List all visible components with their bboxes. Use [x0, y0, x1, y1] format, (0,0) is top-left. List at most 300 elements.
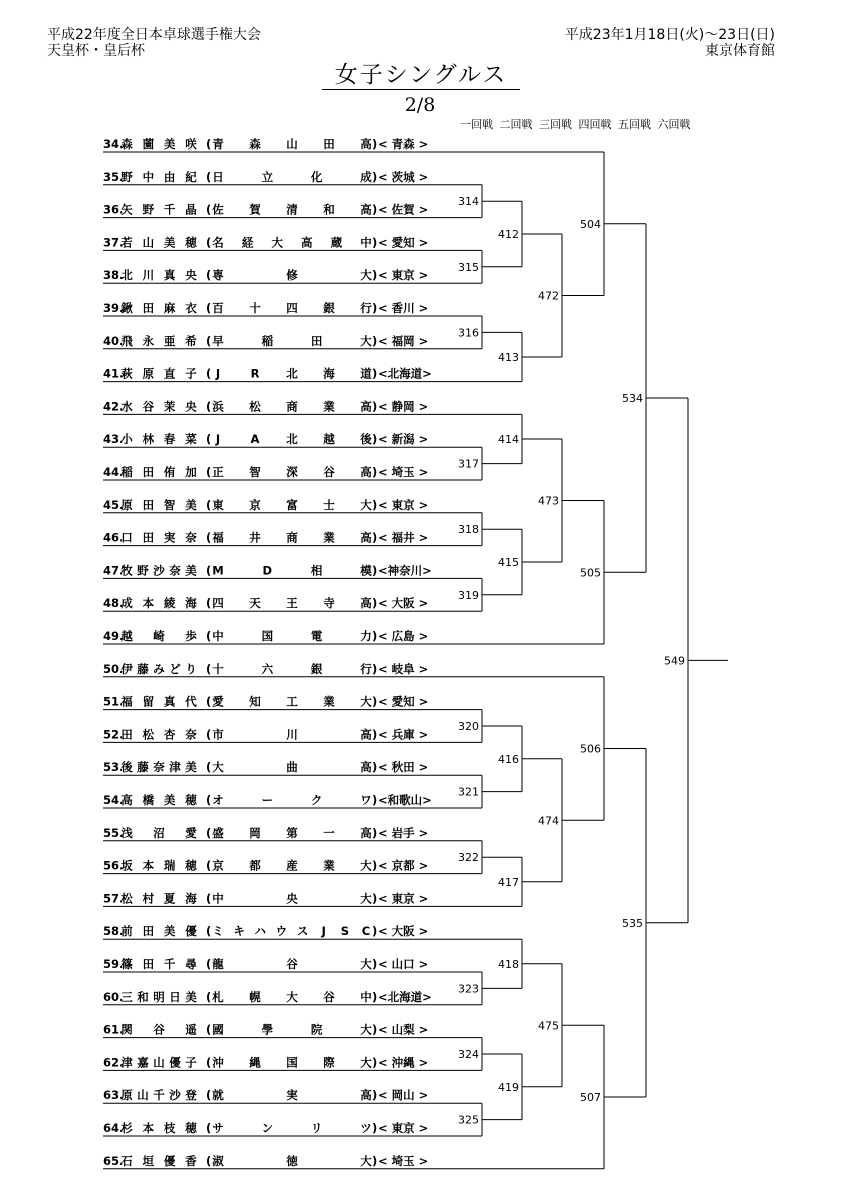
player-team: 大 [271, 235, 283, 250]
page-number: 2/8 [404, 94, 436, 116]
player-name: 石 [121, 1153, 133, 1168]
player-team: 院 [310, 1022, 323, 1037]
player-number: 42. [103, 399, 124, 414]
player-team: 就 [212, 1088, 224, 1103]
player-team: 田 [323, 137, 335, 151]
player-team: 六 [261, 661, 274, 676]
paren-close: ) [372, 1153, 378, 1168]
player-team: 沖 [212, 1055, 224, 1070]
player-team: 天 [249, 596, 261, 611]
match-number: 325 [458, 1113, 479, 1127]
player-team: ク [310, 793, 323, 807]
player-number: 37. [103, 235, 124, 250]
player-name: 萩 [121, 366, 133, 381]
player-prefecture: <和歌山> [378, 793, 432, 807]
player-prefecture: <北海道> [378, 366, 432, 381]
match-number: 474 [538, 814, 559, 828]
player-name: 浅 [121, 825, 133, 840]
player-team: 大 [360, 1055, 372, 1070]
player-team: ス [296, 924, 309, 939]
match-number: 472 [538, 289, 559, 303]
player-name: 沙 [153, 563, 165, 578]
player-prefecture: <北海道> [378, 989, 432, 1004]
player-name: 香 [185, 1153, 197, 1168]
player-team: 高 [360, 399, 372, 414]
paren-close: ) [372, 235, 378, 250]
player-team: 智 [249, 465, 261, 479]
player-name: 由 [163, 169, 176, 184]
player-name: 千 [163, 957, 176, 971]
match-number: 549 [664, 654, 685, 668]
player-name: 薗 [142, 137, 155, 151]
player-team: 経 [241, 235, 254, 250]
paren-close: ) [372, 432, 378, 447]
player-name: 野 [137, 563, 149, 578]
player-number: 65. [103, 1153, 124, 1168]
round-header: 四回戦 [578, 118, 612, 131]
player-team: 中 [360, 989, 372, 1004]
player-team: 國 [212, 1022, 224, 1037]
player-name: 加 [185, 465, 197, 479]
player-team: 日 [212, 169, 224, 184]
paren-close: ) [372, 924, 378, 939]
paren-open: ( [206, 465, 212, 479]
paren-close: ) [372, 989, 378, 1004]
player-prefecture: < 埼玉 > [378, 1153, 429, 1168]
player-name: 谷 [153, 1022, 165, 1037]
player-team: 高 [360, 202, 372, 217]
player-team: 際 [323, 1055, 335, 1070]
paren-open: ( [206, 694, 212, 709]
player-name: 希 [185, 333, 197, 348]
player-prefecture: < 兵庫 > [378, 727, 429, 742]
player-name: 優 [169, 1055, 181, 1070]
player-name: 奈 [185, 530, 197, 545]
player-team: リ [310, 1121, 323, 1135]
player-team: M [212, 563, 224, 578]
paren-open: ( [206, 301, 212, 315]
player-prefecture: < 京都 > [378, 858, 429, 873]
player-team: 清 [286, 202, 298, 217]
paren-close: ) [372, 1088, 378, 1103]
player-name: 夏 [163, 891, 176, 906]
event-title: 平成22年度全日本卓球選手権大会 [47, 27, 261, 43]
match-number: 506 [580, 742, 601, 756]
player-team: サ [212, 1121, 224, 1135]
player-team: 工 [286, 694, 298, 709]
player-name: 海 [185, 596, 197, 611]
player-team: 実 [286, 1088, 298, 1103]
player-name: 後 [121, 760, 133, 775]
player-name: 関 [121, 1022, 133, 1037]
player-name: 優 [163, 1153, 176, 1168]
player-team: 大 [360, 957, 372, 971]
paren-close: ) [372, 957, 378, 971]
player-name: 智 [163, 497, 176, 512]
player-name: 原 [142, 366, 155, 381]
player-name: ど [169, 661, 181, 676]
player-team: 和 [323, 202, 335, 217]
player-name: 三 [121, 989, 133, 1004]
paren-close: ) [372, 563, 378, 578]
player-number: 55. [103, 825, 124, 840]
player-prefecture: < 福岡 > [378, 333, 429, 348]
player-team: 大 [360, 858, 372, 873]
player-team: 成 [360, 169, 372, 184]
player-name: 松 [142, 727, 155, 742]
player-team: 高 [301, 235, 313, 250]
player-team: オ [212, 793, 224, 807]
player-team: 名 [212, 235, 224, 250]
player-name: 本 [142, 858, 155, 873]
round-header: 六回戦 [657, 118, 691, 131]
player-team: 早 [212, 333, 224, 348]
paren-open: ( [206, 399, 212, 414]
player-name: 前 [121, 924, 133, 939]
player-team: 高 [360, 530, 372, 545]
player-name: 津 [169, 760, 181, 775]
player-team: 銀 [323, 301, 335, 315]
player-prefecture: < 岐阜 > [378, 661, 429, 676]
player-name: 飛 [121, 333, 133, 348]
player-team: ミ [212, 924, 224, 939]
player-number: 62. [103, 1055, 124, 1070]
paren-open: ( [206, 137, 212, 151]
player-name: 留 [142, 694, 155, 709]
player-number: 47. [103, 563, 124, 578]
player-name: 坂 [121, 858, 133, 873]
round-header: 三回戦 [539, 118, 572, 131]
player-number: 64. [103, 1121, 124, 1135]
match-number: 323 [458, 982, 479, 996]
player-team: 行 [360, 301, 372, 315]
player-team: 商 [286, 530, 298, 545]
player-team: 都 [249, 858, 261, 873]
player-team: 業 [323, 858, 335, 873]
player-team: 浜 [212, 399, 224, 414]
player-team: 第 [286, 825, 298, 840]
page-title: 女子シングルス [322, 62, 520, 90]
player-team: 谷 [323, 989, 335, 1004]
player-team: 市 [212, 727, 224, 742]
player-team: ウ [275, 924, 288, 939]
player-name: 山 [137, 1088, 149, 1103]
match-number: 321 [458, 785, 479, 799]
match-number: 417 [498, 875, 519, 889]
player-number: 52. [103, 727, 124, 742]
player-name: 津 [121, 1055, 133, 1070]
player-team: 大 [360, 1022, 372, 1037]
player-name: 真 [163, 694, 176, 709]
player-number: 53. [103, 760, 124, 775]
paren-open: ( [206, 563, 212, 578]
player-name: 千 [153, 1088, 165, 1103]
paren-close: ) [372, 629, 378, 643]
paren-open: ( [206, 202, 212, 217]
match-number: 534 [622, 392, 643, 405]
player-name: 優 [185, 924, 197, 939]
player-name: 代 [185, 694, 197, 709]
player-team: 札 [212, 989, 224, 1004]
player-number: 34. [103, 137, 124, 151]
player-team: 正 [212, 465, 224, 479]
player-name: 橋 [142, 793, 155, 807]
match-number: 314 [458, 195, 479, 209]
player-number: 58. [103, 924, 124, 939]
match-number: 414 [498, 433, 519, 446]
paren-open: ( [206, 1022, 212, 1037]
player-number: 40. [103, 333, 124, 348]
player-name: 実 [163, 530, 176, 545]
player-team: ツ [360, 1121, 372, 1135]
player-team: 王 [286, 596, 298, 611]
player-team: S [340, 924, 350, 939]
player-name: 伊 [121, 661, 133, 676]
player-number: 56. [103, 858, 124, 873]
player-name: 越 [121, 629, 133, 643]
player-prefecture: < 東京 > [378, 497, 429, 512]
player-team: 大 [212, 760, 224, 775]
player-name: 野 [142, 202, 155, 217]
paren-close: ) [372, 793, 378, 807]
player-team: 模 [360, 563, 372, 578]
player-team: 北 [286, 432, 298, 447]
player-team: 商 [286, 399, 298, 414]
player-number: 48. [103, 596, 124, 611]
player-prefecture: < 佐賀 > [378, 202, 429, 217]
player-team: 十 [249, 301, 261, 315]
player-team: 道 [360, 366, 372, 381]
player-team: 十 [212, 661, 224, 676]
paren-open: ( [206, 497, 212, 512]
player-name: 麻 [163, 301, 176, 315]
match-number: 415 [498, 556, 519, 569]
player-prefecture: < 愛知 > [378, 235, 429, 250]
player-team: 高 [360, 465, 372, 479]
round-header: 一回戦 [460, 118, 493, 131]
player-prefecture: < 東京 > [378, 891, 429, 906]
player-number: 50. [103, 661, 124, 676]
player-name: 沼 [153, 825, 165, 840]
match-number: 418 [498, 957, 519, 971]
player-name: 野 [121, 169, 133, 184]
paren-open: ( [206, 432, 212, 447]
player-team: 中 [212, 891, 224, 906]
paren-open: ( [206, 727, 212, 742]
player-team: 四 [286, 301, 298, 315]
paren-close: ) [372, 530, 378, 545]
player-team: 行 [360, 661, 372, 676]
match-number: 505 [580, 566, 601, 580]
player-team: 縄 [249, 1055, 261, 1070]
player-name: 亜 [163, 333, 176, 348]
player-name: 尋 [185, 957, 197, 971]
player-prefecture: < 茨城 > [378, 169, 429, 184]
player-name: 海 [185, 891, 197, 906]
paren-close: ) [372, 694, 378, 709]
player-team: 寺 [323, 596, 335, 611]
player-name: 田 [142, 924, 155, 939]
player-prefecture: < 静岡 > [378, 399, 429, 414]
player-prefecture: < 大阪 > [378, 924, 429, 939]
player-name: 小 [121, 432, 133, 447]
player-team: 高 [360, 1088, 372, 1103]
paren-close: ) [372, 1055, 378, 1070]
player-name: 藤 [137, 760, 149, 775]
player-name: 本 [142, 1121, 155, 1135]
player-team: 高 [360, 596, 372, 611]
player-number: 39. [103, 301, 124, 315]
paren-close: ) [372, 858, 378, 873]
player-team: 産 [286, 858, 298, 873]
player-name: 遥 [185, 1022, 197, 1037]
round-header: 二回戦 [499, 118, 533, 131]
player-team: 力 [360, 629, 372, 643]
player-name: 原 [121, 497, 133, 512]
paren-open: ( [206, 596, 212, 611]
player-team: 富 [286, 497, 298, 512]
player-name: 晶 [185, 202, 197, 217]
player-team: 谷 [286, 957, 298, 971]
player-team: 深 [286, 465, 298, 479]
player-name: 北 [121, 268, 133, 283]
player-number: 61. [103, 1022, 124, 1037]
match-number: 535 [622, 916, 643, 930]
player-prefecture: < 福井 > [378, 530, 429, 545]
player-name: 鍬 [121, 301, 133, 315]
player-team: C [361, 924, 371, 939]
player-team: 四 [212, 596, 224, 611]
player-team: 業 [323, 530, 335, 545]
match-number: 412 [498, 228, 519, 241]
player-prefecture: < 秋田 > [378, 760, 429, 775]
match-number: 413 [498, 351, 519, 364]
player-team: 修 [286, 268, 298, 283]
player-team: 田 [310, 333, 323, 348]
player-number: 45. [103, 497, 124, 512]
player-name: 山 [153, 1055, 165, 1070]
player-name: 央 [185, 399, 197, 414]
player-team: 谷 [323, 465, 335, 479]
paren-open: ( [206, 1055, 212, 1070]
paren-open: ( [206, 760, 212, 775]
player-name: 美 [185, 760, 197, 775]
player-prefecture: < 東京 > [378, 1121, 429, 1135]
paren-open: ( [206, 333, 212, 348]
player-team: 業 [323, 694, 335, 709]
player-prefecture: < 山梨 > [378, 1022, 429, 1037]
player-prefecture: < 沖縄 > [378, 1055, 429, 1070]
player-team: 岡 [249, 825, 261, 840]
match-number: 317 [458, 457, 479, 471]
player-name: 登 [185, 1088, 197, 1103]
paren-close: ) [372, 596, 378, 611]
paren-close: ) [372, 366, 378, 381]
player-number: 57. [103, 891, 124, 906]
player-number: 63. [103, 1088, 124, 1103]
player-name: 美 [163, 793, 176, 807]
match-number: 320 [458, 720, 479, 733]
player-team: 井 [249, 530, 261, 545]
player-team: 百 [212, 301, 224, 315]
paren-open: ( [206, 530, 212, 545]
player-name: 紀 [185, 169, 197, 184]
player-team: 大 [360, 268, 372, 283]
player-team: 大 [360, 694, 372, 709]
player-team: R [250, 366, 260, 381]
player-name: 田 [142, 301, 155, 315]
player-name: 子 [185, 366, 197, 381]
player-team: 高 [360, 760, 372, 775]
event-venue: 東京体育館 [705, 43, 775, 59]
player-team: 中 [360, 235, 372, 250]
player-number: 49. [103, 629, 124, 643]
player-name: 村 [142, 891, 155, 906]
player-name: 和 [137, 989, 149, 1004]
match-number: 315 [458, 260, 479, 274]
player-name: 枝 [163, 1121, 176, 1135]
player-name: 奈 [185, 727, 197, 742]
player-team: A [250, 432, 260, 447]
paren-open: ( [206, 1088, 212, 1103]
paren-open: ( [206, 891, 212, 906]
match-number: 318 [458, 523, 479, 537]
player-name: 美 [185, 497, 197, 512]
player-team: 大 [360, 333, 372, 348]
player-name: り [185, 661, 197, 676]
paren-open: ( [206, 825, 212, 840]
player-team: 北 [286, 366, 298, 381]
player-team: 大 [360, 1153, 372, 1168]
player-team: 大 [286, 989, 298, 1004]
player-name: 美 [163, 137, 176, 151]
player-team: ー [261, 793, 274, 807]
player-team: 業 [323, 399, 335, 414]
player-team: 国 [261, 629, 274, 643]
player-name: 直 [163, 366, 176, 381]
player-team: 川 [286, 727, 298, 742]
player-team: 福 [212, 530, 224, 545]
player-number: 54. [103, 793, 124, 807]
player-team: 専 [212, 268, 224, 283]
player-prefecture: < 山口 > [378, 957, 429, 971]
player-number: 43. [103, 432, 124, 447]
player-team: 京 [249, 497, 261, 512]
paren-close: ) [372, 825, 378, 840]
paren-open: ( [206, 989, 212, 1004]
player-name: 歩 [185, 629, 197, 643]
player-team: ン [261, 1121, 274, 1135]
player-team: 龍 [212, 957, 224, 971]
player-name: 林 [142, 432, 155, 447]
player-name: 稲 [121, 465, 133, 479]
player-prefecture: < 愛知 > [378, 694, 429, 709]
player-team: 青 [212, 137, 224, 151]
player-team: 化 [310, 169, 323, 184]
player-team: 蔵 [330, 235, 343, 250]
match-number: 504 [580, 217, 601, 231]
player-name: 田 [142, 497, 155, 512]
player-team: 高 [360, 727, 372, 742]
player-team: 大 [360, 497, 372, 512]
paren-open: ( [206, 924, 212, 939]
player-prefecture: < 広島 > [378, 629, 429, 643]
player-name: 谷 [142, 399, 155, 414]
paren-open: ( [206, 1121, 212, 1135]
player-team: 銀 [310, 661, 323, 676]
player-name: 美 [185, 989, 197, 1004]
player-name: 杏 [163, 727, 176, 742]
